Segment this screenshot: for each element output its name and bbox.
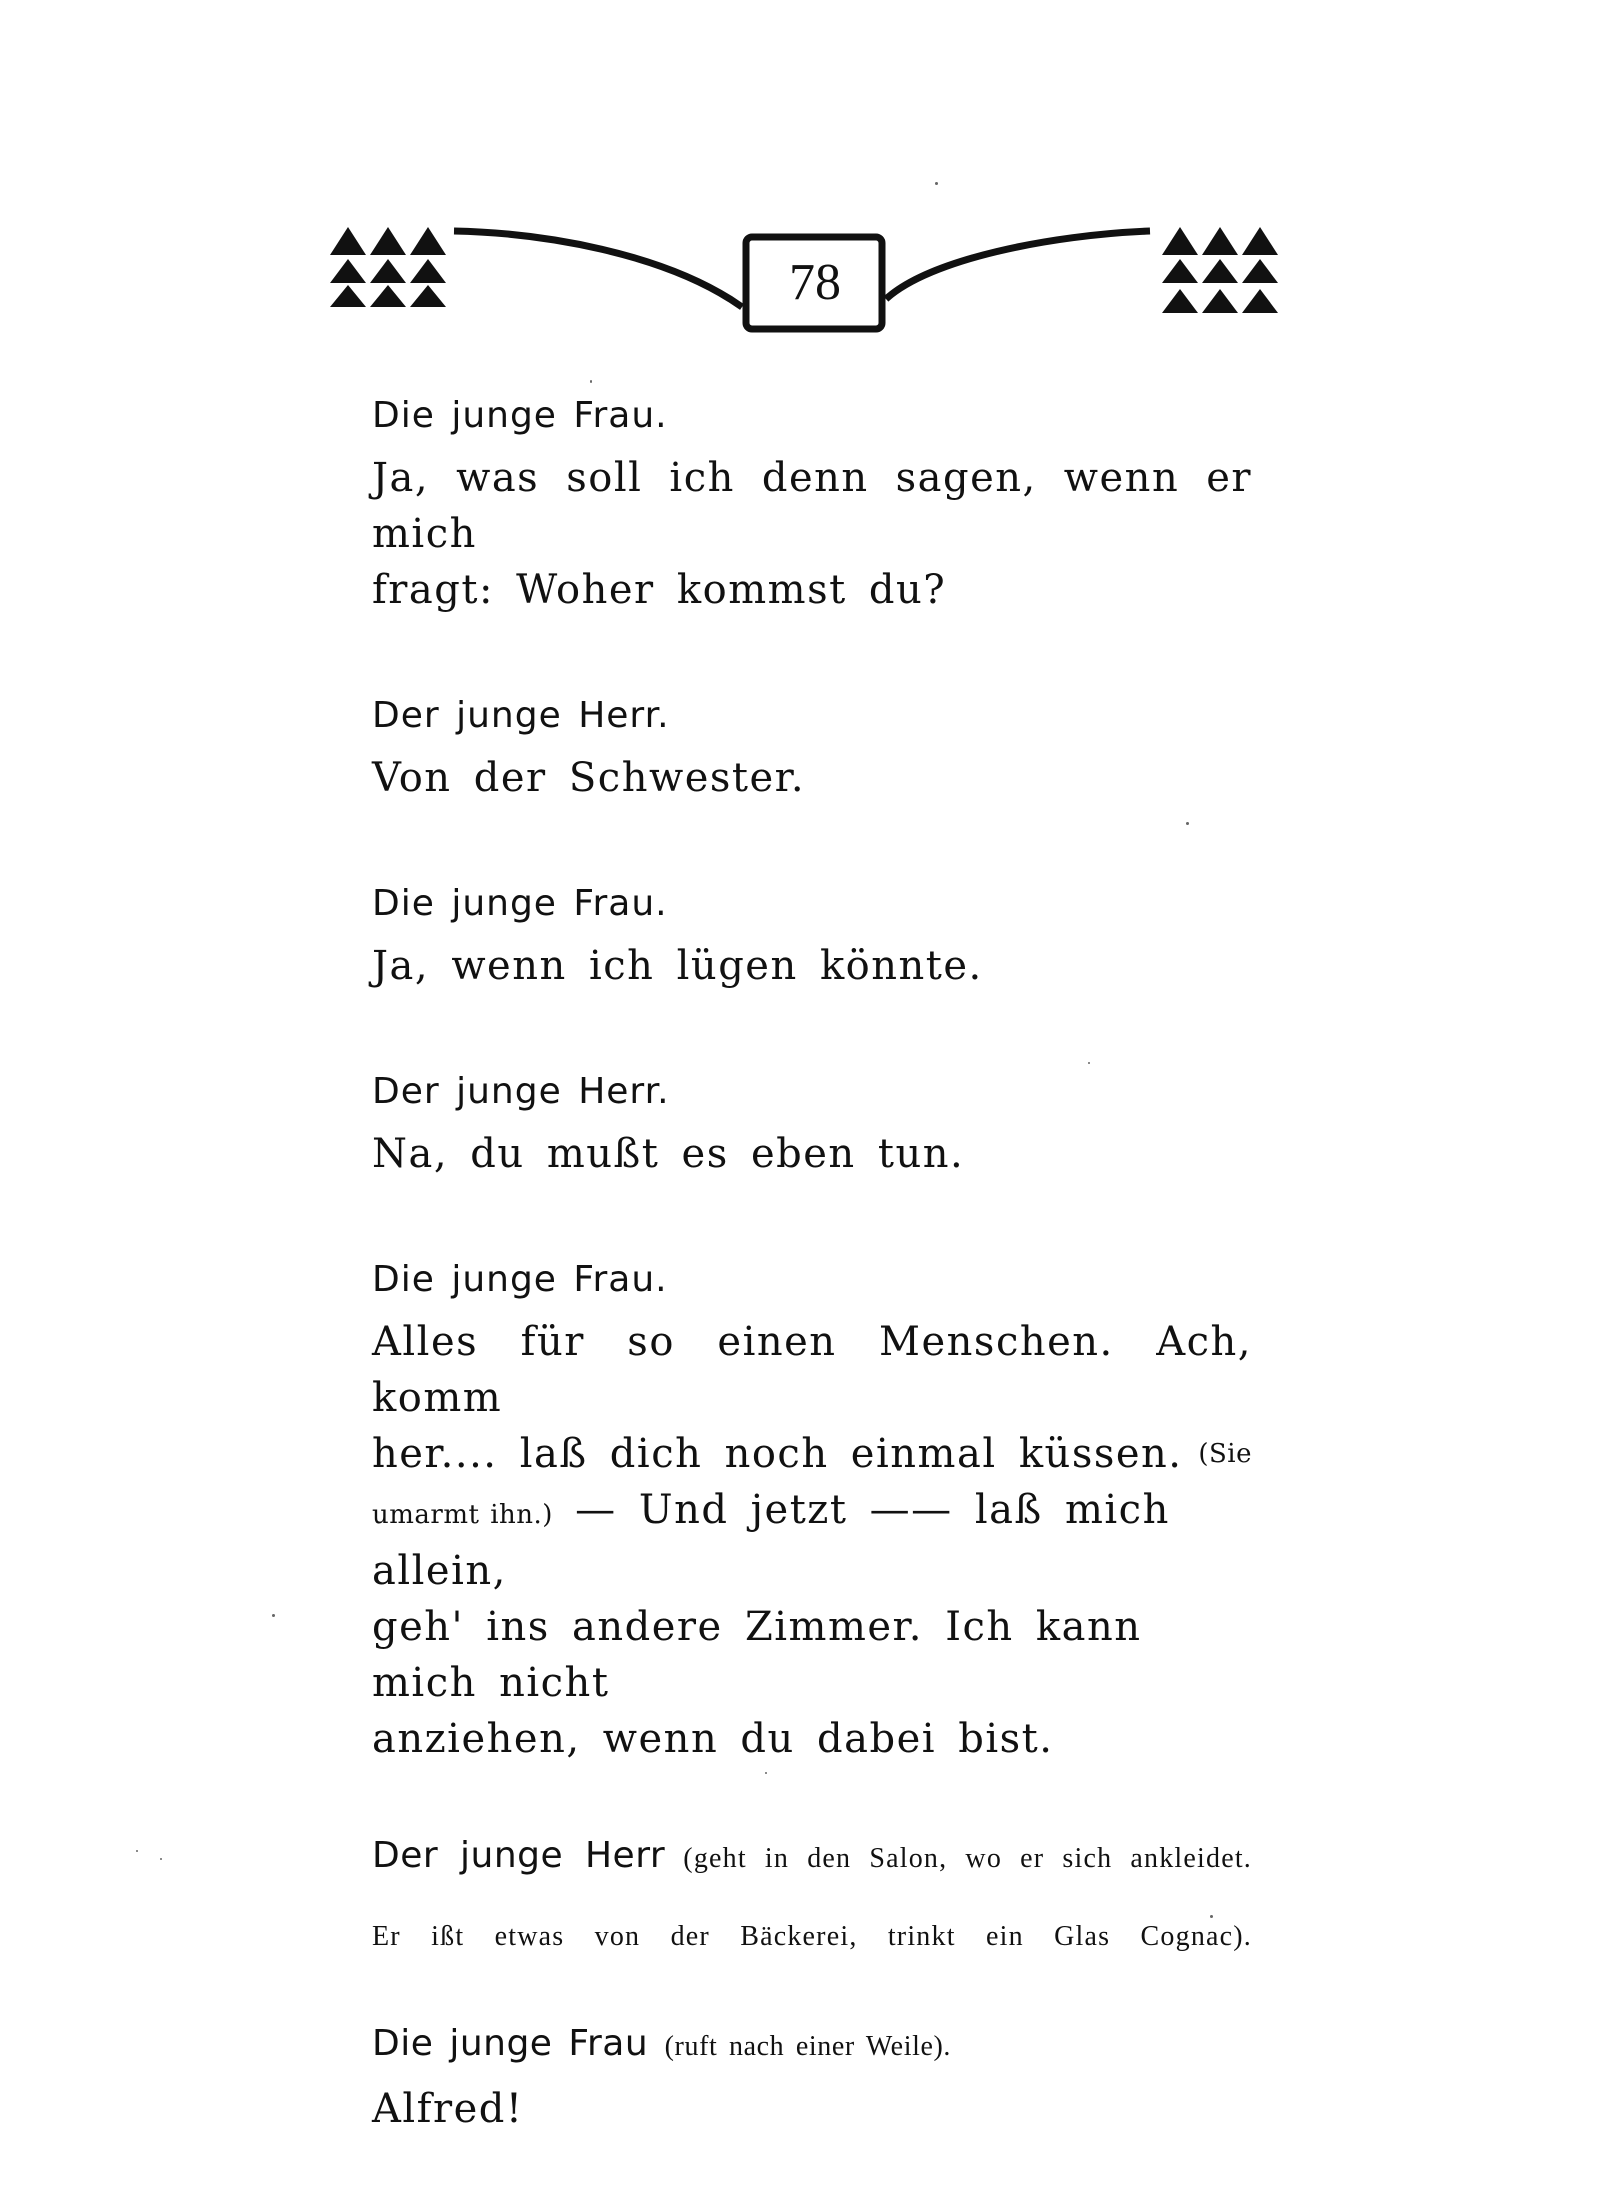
dialogue-text [372, 390, 1252, 2209]
dialogue-block [372, 690, 1252, 806]
dialogue-text-span: her.... laß dich noch einmal küssen. [372, 1431, 1183, 1477]
dialogue-line: Alfred! [372, 2086, 524, 2132]
speaker-label: Der junge Herr [372, 1835, 666, 1876]
right-spade-cluster-icon [1162, 227, 1278, 313]
dialogue-line: Na, du mußt es eben tun. [372, 1131, 965, 1177]
dialogue-block [372, 390, 1252, 618]
dialogue-line: anziehen, wenn du dabei bist. [372, 1716, 1054, 1762]
speaker-label [372, 2018, 1252, 2073]
dialogue-line: Ja, was soll ich denn sagen, wenn er mich [372, 455, 1252, 557]
stage-direction: (Sie [1198, 1439, 1252, 1469]
dialogue-line: Von der Schwester. [372, 755, 806, 801]
stage-block [372, 1831, 1252, 1962]
stage-direction: umarmt ihn.) [372, 1500, 553, 1530]
speaker-label: Die junge Frau. [372, 395, 668, 436]
speaker-label: Die junge Frau. [372, 883, 668, 924]
dialogue-block [372, 1254, 1252, 1767]
speaker-label: Der junge Herr. [372, 1071, 670, 1112]
page-number: 78 [789, 253, 841, 311]
dialogue-line [372, 1482, 1252, 1599]
dialogue-line: fragt: Woher kommst du? [372, 567, 947, 613]
dialogue-line: Ja, wenn ich lügen könnte. [372, 943, 983, 989]
dialogue-line [372, 1426, 1252, 1482]
dialogue-line: Alles für so einen Menschen. Ach, komm [372, 1319, 1252, 1421]
left-spade-cluster-icon [330, 227, 446, 307]
speaker-label: Der junge Herr. [372, 695, 670, 736]
speaker-label: Die junge Frau. [372, 1259, 668, 1300]
speaker-name: Die junge Frau [372, 2023, 649, 2064]
dialogue-line: geh' ins andere Zimmer. Ich kann mich nicht [372, 1604, 1142, 1706]
stage-line [372, 1831, 1252, 1884]
dialogue-block [372, 2018, 1252, 2137]
stage-line: Er ißt etwas von der Bäckerei, trinkt ein Glas Cognac). [372, 1921, 1252, 1952]
stage-direction: (ruft nach einer Weile). [664, 2031, 952, 2062]
stage-direction: (geht in den Salon, wo er sich ankleidet. [683, 1843, 1253, 1874]
dialogue-block [372, 878, 1252, 994]
dialogue-text-span: — Und jetzt —— laß mich allein, [372, 1487, 1170, 1594]
dialogue-block [372, 1066, 1252, 1182]
